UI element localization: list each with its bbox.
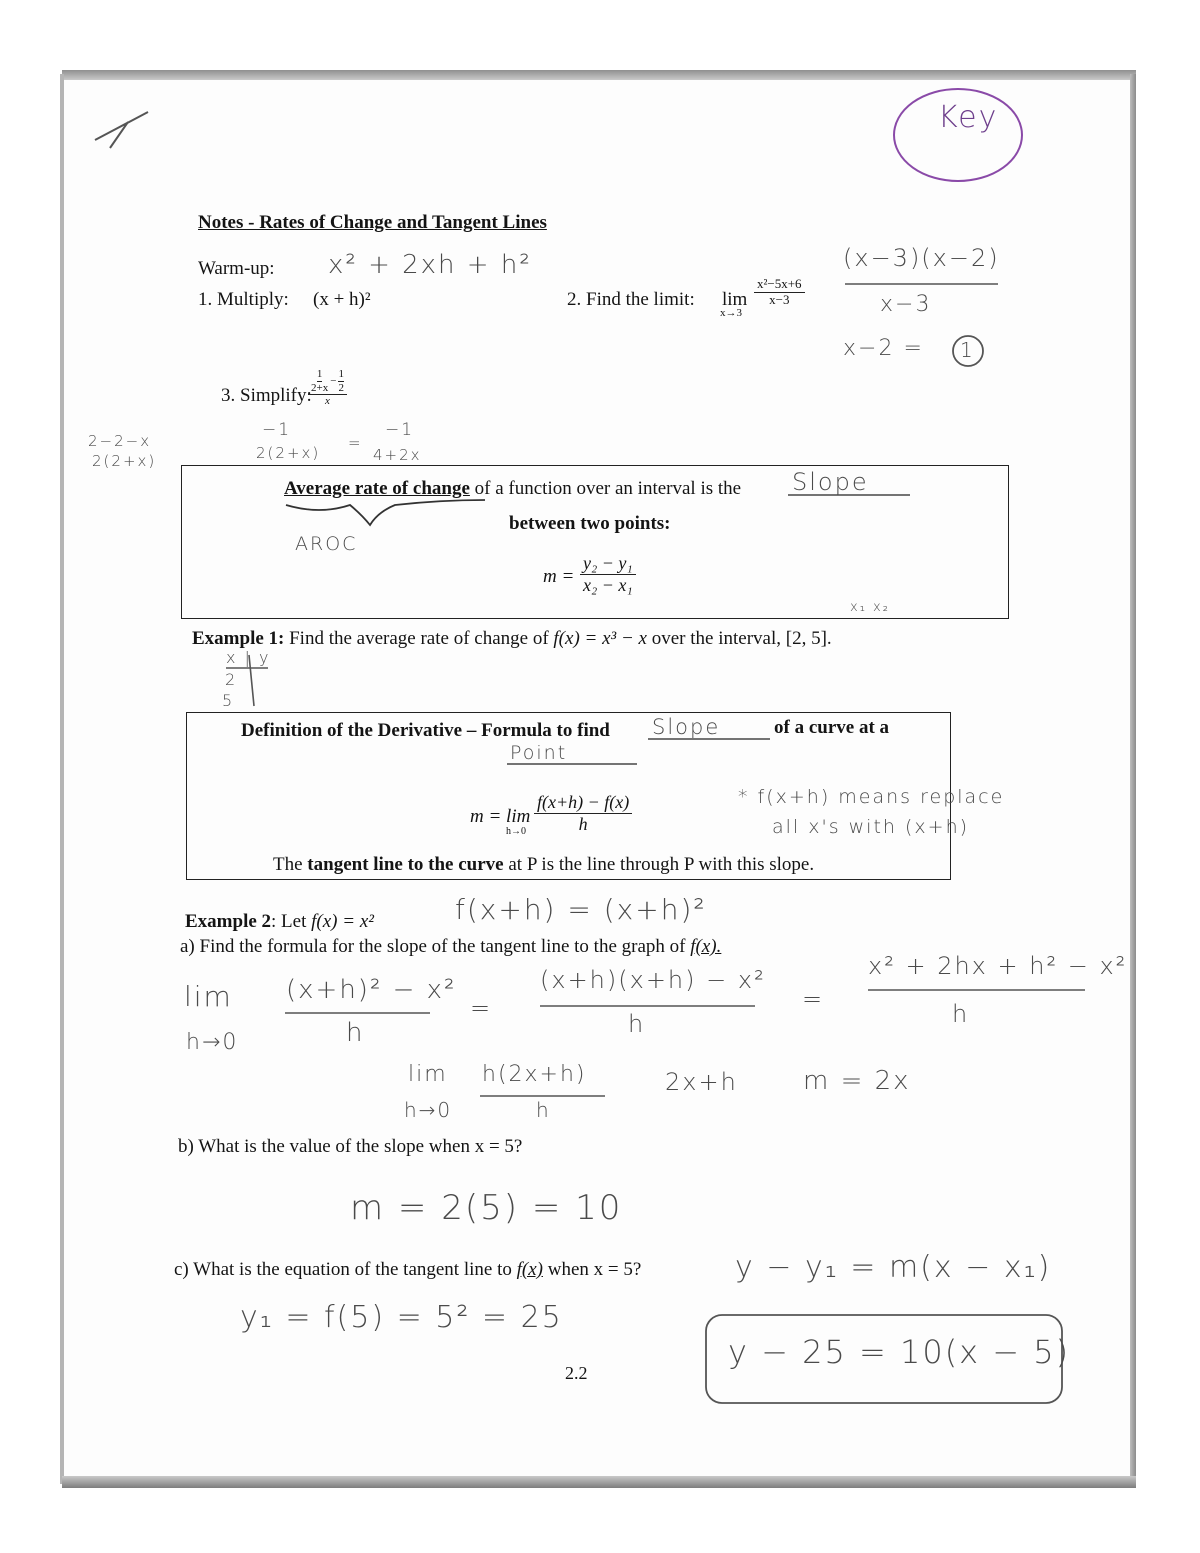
deriv-formula-sub: h→0 [506, 826, 526, 837]
part-c-end: when x = 5? [547, 1259, 642, 1280]
simplify-b-den: 4+2x [373, 446, 422, 464]
fxh-note-1: * f(x+h) means replace [738, 786, 1005, 808]
ex2-fxh: f(x+h) = (x+h)² [455, 893, 707, 926]
deriv-slope-blank: Slope [652, 715, 721, 739]
q3-num-a-den: 2+x [311, 381, 329, 394]
eq-1: = [470, 994, 493, 1022]
deriv-formula-den: h [578, 813, 588, 834]
part-b-answer: m = 2(5) = 10 [350, 1188, 623, 1228]
deriv-formula-lhs: m = lim [470, 806, 531, 827]
q2-num: x²−5x+6 [754, 277, 805, 293]
step1-den: h [346, 1018, 365, 1048]
example1-interval: over the interval, [2, 5]. [651, 628, 832, 649]
step1-num: (x+h)² − x² [286, 975, 457, 1005]
q3-minus: − [330, 374, 337, 387]
aroc-formula-fraction [580, 553, 636, 595]
q3-num [308, 368, 347, 395]
q2-label: 2. Find the limit: [567, 289, 695, 310]
point-slope-form: y − y₁ = m(x − x₁) [735, 1250, 1052, 1285]
example1-func: f(x) = x³ − x [553, 628, 647, 649]
tangent-term: tangent line to the curve [307, 854, 504, 875]
q3-fraction [308, 368, 347, 408]
q3-num-a-frac [311, 368, 328, 394]
example1 [192, 628, 832, 650]
example2 [185, 911, 374, 933]
step4-num: h(2x+h) [482, 1062, 587, 1087]
q3-label: 3. Simplify: [221, 385, 312, 406]
q3-num-b-den: 2 [338, 381, 344, 394]
step4-result: 2x+h [665, 1068, 738, 1096]
simplify-eq: = [348, 434, 363, 452]
limit-value: 1 [960, 338, 975, 362]
aroc-term: Average rate of change [284, 478, 470, 499]
page-number: 2.2 [565, 1363, 588, 1383]
example2-intro: : Let [271, 911, 307, 932]
aroc-sentence [284, 478, 741, 500]
final-answer: y − 25 = 10(x − 5) [728, 1333, 1071, 1371]
tangent-sentence [273, 854, 814, 876]
part-a [180, 936, 721, 958]
example2-func: f(x) = x² [311, 911, 374, 932]
part-b: b) What is the value of the slope when x = 5? [178, 1136, 523, 1157]
step4-den: h [536, 1098, 551, 1122]
q3-num-a: 1 [316, 368, 323, 380]
aroc-text: of a function over an interval is the [474, 478, 742, 499]
lim-sub-2: h→0 [404, 1098, 453, 1122]
page-title: Notes - Rates of Change and Tangent Lines [198, 212, 547, 233]
key-annotation: Key [938, 100, 999, 135]
tangent-post: at P is the line through P with this slope. [508, 854, 815, 875]
warmup-answer: x² + 2xh + h² [328, 250, 532, 280]
aroc-slope-blank: Slope [792, 468, 869, 496]
check-mark [95, 112, 148, 148]
deriv-formula-fraction [534, 792, 632, 834]
ex1-table-head: x | y [226, 648, 271, 667]
example1-label: Example 1: [192, 628, 285, 649]
q2-den: x−3 [769, 291, 790, 307]
q2-fraction [754, 277, 805, 308]
aroc-text2: between two points: [509, 513, 671, 534]
simplify-step-den: 2(2+x) [92, 452, 157, 470]
tangent-pre: The [273, 854, 303, 875]
limit-factored: (x−3)(x−2) [843, 244, 1000, 272]
part-c [174, 1259, 641, 1281]
q3-num-b-frac [338, 368, 344, 394]
q3-num-b: 1 [338, 368, 344, 380]
slope-formula: m = 2x [803, 1066, 911, 1096]
ex1-table-r2: 5 [222, 691, 235, 710]
fxh-note-2: all x's with (x+h) [772, 816, 970, 838]
y1-calc: y₁ = f(5) = 5² = 25 [240, 1300, 563, 1335]
q2-lim-sub: x→3 [720, 307, 742, 319]
q1-expr: (x + h)² [313, 289, 371, 310]
ex1-table-r1: 2 [225, 670, 238, 689]
part-a-func: f(x). [690, 936, 722, 957]
q2-lim: lim [722, 289, 748, 310]
step2-num: (x+h)(x+h) − x² [540, 966, 766, 994]
simplify-a-den: 2(2+x) [256, 444, 321, 462]
eq-2: = [802, 985, 825, 1013]
step3-den: h [952, 1000, 970, 1028]
aroc-formula-lhs: m = [543, 566, 575, 587]
step3-num: x² + 2hx + h² − x² [868, 952, 1128, 980]
deriv-point-blank: Point [510, 742, 568, 764]
deriv-title-end: of a curve at a [774, 717, 890, 738]
simplify-b: −1 [385, 420, 415, 440]
simplify-step: 2−2−x [88, 432, 152, 450]
q1-label: 1. Multiply: [198, 289, 289, 310]
example1-text: Find the average rate of change of [289, 628, 549, 649]
warmup-label: Warm-up: [198, 258, 275, 279]
lim-sub-1: h→0 [186, 1030, 239, 1055]
lim-word-2: lim [408, 1062, 448, 1087]
example2-label: Example 2 [185, 911, 272, 932]
step2-den: h [628, 1010, 646, 1038]
aroc-formula-num: y₂ − y₁ [580, 553, 636, 575]
part-a-text: a) Find the formula for the slope of the tangent line to the graph of [180, 936, 686, 957]
part-c-func: f(x) [516, 1259, 543, 1280]
limit-result: x−2 = [843, 336, 924, 361]
part-c-text: c) What is the equation of the tangent line to [174, 1259, 512, 1280]
limit-den: x−3 [880, 292, 932, 317]
aroc-abbrev: AROC [295, 533, 358, 555]
deriv-formula-num: f(x+h) − f(x) [534, 792, 632, 814]
q3-den: x [325, 395, 330, 408]
lim-word-1: lim [184, 980, 233, 1013]
simplify-a: −1 [262, 420, 292, 440]
deriv-title: Definition of the Derivative – Formula to find [241, 720, 610, 741]
aroc-formula-den: x₂ − x₁ [583, 574, 633, 595]
x1x2-note: x₁ x₂ [850, 600, 890, 615]
